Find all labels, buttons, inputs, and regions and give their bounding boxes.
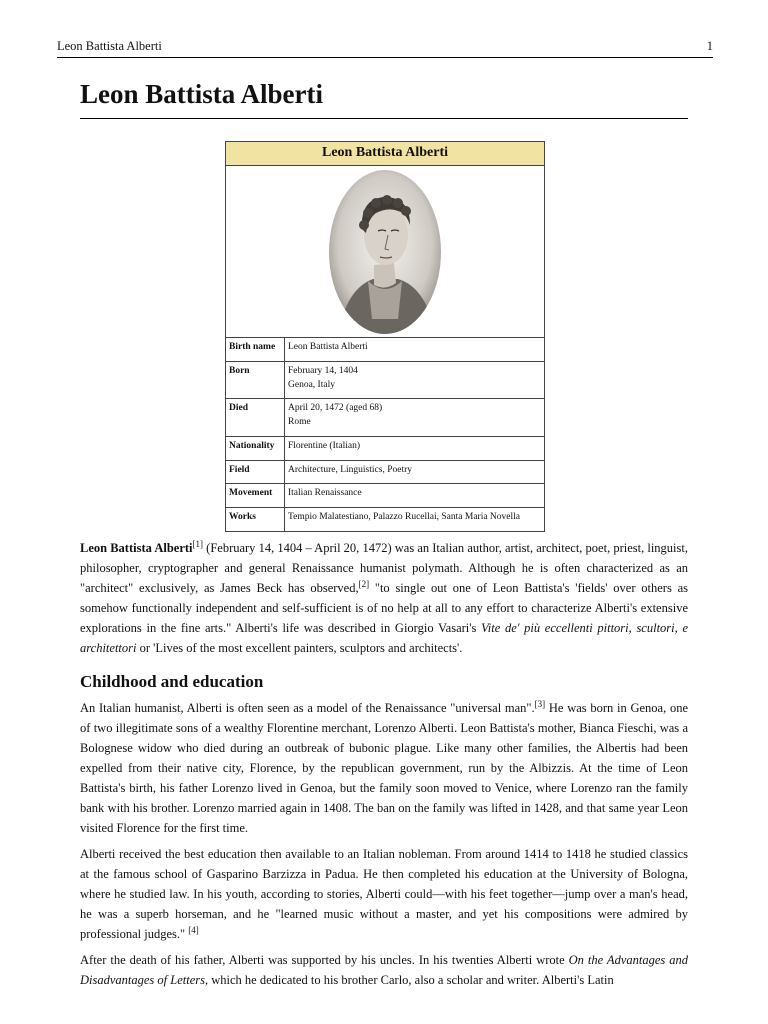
lead-name: Leon Battista Alberti bbox=[80, 541, 193, 555]
infobox-label: Died bbox=[226, 399, 285, 437]
infobox-row bbox=[226, 436, 544, 460]
infobox-value-line: Rome bbox=[288, 417, 311, 428]
infobox-value-line: Tempio Malatestiano, Palazzo Rucellai, Santa Maria Novella bbox=[288, 512, 521, 523]
infobox-value-line: Genoa, Italy bbox=[288, 379, 335, 390]
infobox-value bbox=[285, 460, 545, 484]
citation-link[interactable]: [4] bbox=[188, 924, 199, 935]
infobox-table bbox=[226, 338, 544, 531]
infobox-value bbox=[285, 436, 545, 460]
intro-paragraph bbox=[80, 538, 688, 658]
intro-text: or 'Lives of the most excellent painters, sculptors and architects'. bbox=[136, 641, 463, 655]
paragraph-text: which he dedicated to his brother Carlo, also a scholar and writer. Alberti's Latin bbox=[208, 973, 614, 987]
paragraph bbox=[80, 950, 688, 990]
infobox-row bbox=[226, 508, 544, 531]
infobox-row bbox=[226, 460, 544, 484]
running-header bbox=[57, 39, 713, 58]
infobox-row bbox=[226, 399, 544, 437]
infobox-title: Leon Battista Alberti bbox=[226, 142, 544, 166]
infobox-label: Works bbox=[226, 508, 285, 531]
intro-text: "to single out one of Leon Battista's 'fields' over others as somehow functionally independent and self-sufficient is of no help at all to any effort to characterize Alberti's extensive explorations in the fine arts." Alberti's life was described in Giorgio Vasari's bbox=[80, 581, 688, 635]
infobox-value-line: Italian Renaissance bbox=[288, 488, 362, 499]
infobox-value bbox=[285, 484, 545, 508]
page-number: 1 bbox=[706, 39, 713, 53]
section-heading: Childhood and education bbox=[80, 672, 264, 691]
infobox-value bbox=[285, 361, 545, 399]
paragraph bbox=[80, 844, 688, 944]
running-header-title: Leon Battista Alberti bbox=[57, 39, 162, 53]
infobox-label: Movement bbox=[226, 484, 285, 508]
book-title: Vite de' più eccellenti pittori, scultori, e architettori bbox=[80, 621, 688, 655]
infobox-value-line: February 14, 1404 bbox=[288, 365, 358, 376]
paragraph bbox=[80, 698, 688, 838]
infobox-value bbox=[285, 508, 545, 531]
paragraph-text: After the death of his father, Alberti was supported by his uncles. In his twenties Alberti wrote bbox=[80, 953, 569, 967]
intro-text: (February 14, 1404 – April 20, 1472) was an Italian author, artist, architect, poet, priest, linguist, philosopher, cryptographer and general Renaissance humanist polymath. Although he is often characterized as an "architect" exclusively, as James Beck has observed, bbox=[80, 541, 688, 595]
citation-link[interactable]: [3] bbox=[534, 698, 546, 709]
infobox-row bbox=[226, 338, 544, 361]
infobox-label: Nationality bbox=[226, 436, 285, 460]
article-body bbox=[80, 538, 688, 996]
infobox-value bbox=[285, 338, 545, 361]
portrait-engraving-image bbox=[328, 169, 442, 335]
infobox-label: Born bbox=[226, 361, 285, 399]
infobox-value-line: April 20, 1472 (aged 68) bbox=[288, 403, 383, 414]
infobox-portrait bbox=[226, 166, 544, 338]
page-title: Leon Battista Alberti bbox=[80, 79, 688, 119]
paragraph-text: Alberti received the best education then available to an Italian nobleman. From around 1414 to 1418 he studied classics at the famous school of Gasparino Barzizza in Padua. He then completed his education at the University of Bologna, where he studied law. In his youth, according to stories, Alberti could—with his feet together—jump over a man's head, he was a superb horseman, and he "learned music without a master, and yet his compositions were admired by professional judges." bbox=[80, 847, 688, 941]
infobox-value-line: Leon Battista Alberti bbox=[288, 342, 368, 352]
paragraph-text: An Italian humanist, Alberti is often seen as a model of the Renaissance "universal man". bbox=[80, 701, 535, 715]
infobox-value-line: Architecture, Linguistics, Poetry bbox=[288, 464, 412, 475]
infobox-row bbox=[226, 484, 544, 508]
infobox-label: Field bbox=[226, 460, 285, 484]
infobox bbox=[225, 141, 545, 532]
infobox-label: Birth name bbox=[226, 338, 285, 361]
book-title: On the Advantages and Disadvantages of Letters, bbox=[80, 953, 688, 987]
infobox-row bbox=[226, 361, 544, 399]
paragraph-text: He was born in Genoa, one of two illegitimate sons of a wealthy Florentine merchant, Lorenzo Alberti. Leon Battista's mother, Bianca Fieschi, was a Bolognese widow who died during an outbreak of bubonic plague. Like many other families, the Albertis had been expelled from their native city, Florence, by the republican government, run by the Albizzis. At the time of Leon Battista's birth, his father Lorenzo lived in Genoa, but the family soon moved to Venice, where Lorenzo ran the family bank with his brother. Lorenzo married again in 1408. The ban on the family was lifted in 1428, and that same year Leon visited Florence for the first time. bbox=[80, 701, 688, 835]
infobox-value-line: Florentine (Italian) bbox=[288, 440, 361, 451]
citation-link[interactable]: [2] bbox=[358, 578, 370, 589]
infobox-value bbox=[285, 399, 545, 437]
citation-link[interactable]: [1] bbox=[192, 538, 204, 549]
